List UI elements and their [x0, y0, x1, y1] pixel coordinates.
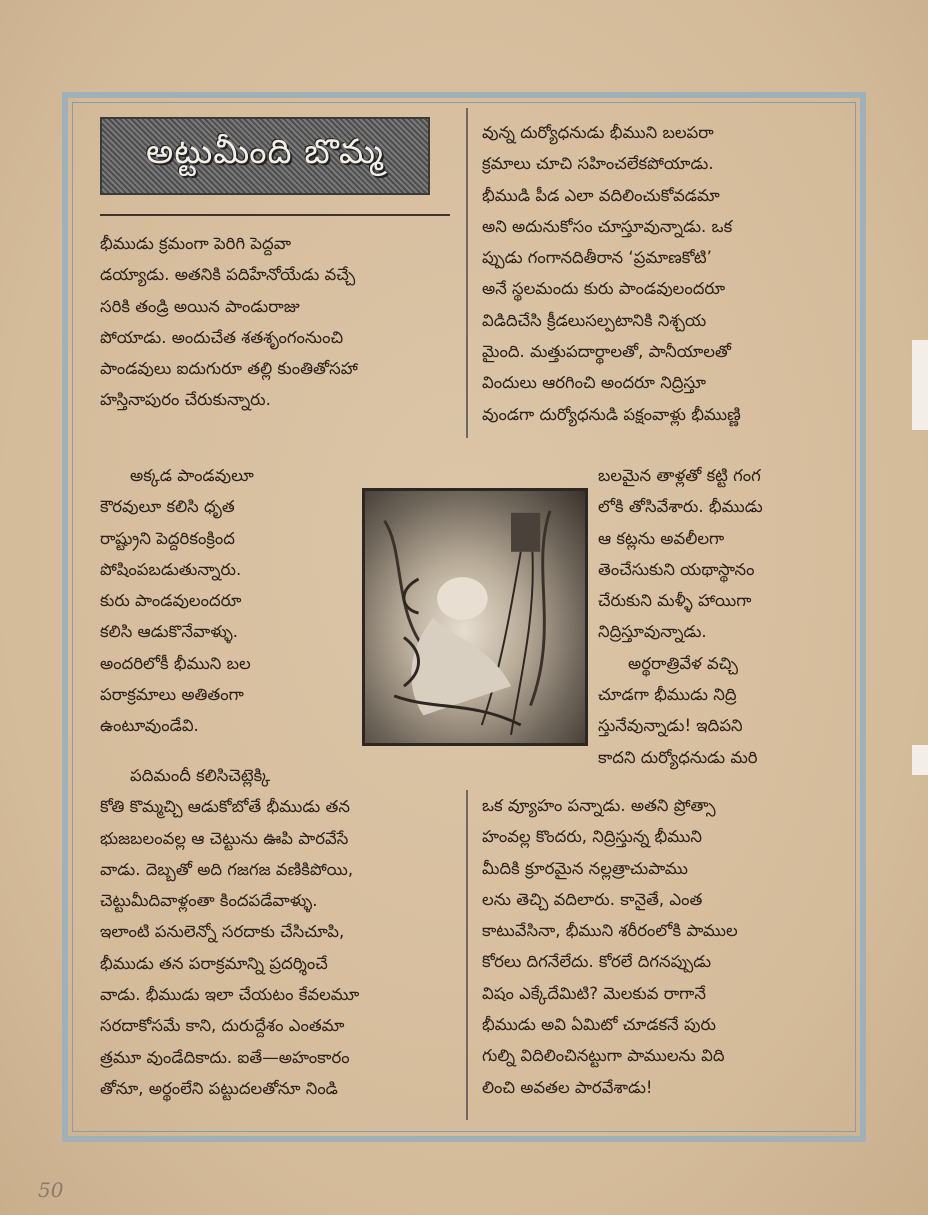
page-number: 50	[38, 1178, 64, 1202]
right-column-bottom	[482, 790, 832, 1103]
illustration-sleeping-bhima	[362, 488, 588, 746]
text-line: వుండగా దుర్యోధనుడి పక్షంవాళ్లు భీముణ్ణి	[482, 404, 741, 424]
article-title: అట్టుమీంది బొమ్మ	[146, 132, 384, 172]
text-line: ప్పుడు గంగానదితీరాన ‘ప్రమాణకోటి’	[482, 248, 712, 268]
page-edge-mark	[912, 340, 928, 430]
text-line: అక్కడ పాండవులూ	[130, 466, 254, 485]
text-line: కోరలు దిగనేలేదు. కోరలే దిగనప్పుడు	[482, 952, 712, 972]
text-line: అందరిలోకీ భీముని బల	[100, 653, 251, 673]
left-column-bottom	[100, 760, 450, 1104]
text-line: మీదికి క్రూరమైన నల్లత్రాచుపాము	[482, 858, 688, 878]
column-divider	[466, 790, 468, 1120]
text-line: భీముడి పీడ ఎలా వదిలించుకోవడమా	[482, 185, 720, 205]
text-line: తెంచేసుకుని యథాస్థానం	[598, 559, 755, 579]
text-line: అర్థరాత్రివేళ వచ్చి	[628, 653, 738, 673]
text-line: లించి అవతల పారవేశాడు!	[482, 1077, 653, 1097]
text-line: భుజబలంవల్ల ఆ చెట్టును ఊపి పారవేసే	[100, 828, 349, 848]
text-line: కలిసి ఆడుకొనేవాళ్ళు.	[100, 622, 239, 642]
text-line: వున్న దుర్యోధనుడు భీముని బలపరా	[482, 123, 714, 142]
text-line: సరికి తండ్రి అయిన పాండురాజు	[100, 296, 300, 316]
text-line: హంవల్ల కొందరు, నిద్రిస్తున్న భీముని	[482, 827, 703, 847]
text-line: భీముడు క్రమంగా పెరిగి పెద్దవా	[100, 234, 291, 253]
text-line: కాదని దుర్యోధనుడు మరి	[598, 747, 758, 767]
text-line: మైంది. మత్తుపదార్థాలతో, పానీయాలతో	[482, 342, 732, 362]
text-line: పోయాడు. అందుచేత శతశృంగంనుంచి	[100, 327, 344, 347]
text-line: పాండవులు ఐదుగురూ తల్లి కుంతితోసహా	[100, 359, 358, 379]
column-divider	[466, 108, 468, 438]
text-line: కోతి కొమ్మచ్చి ఆడుకోబోతే భీముడు తన	[100, 797, 350, 817]
right-column-wrap	[598, 460, 832, 773]
text-line: లను తెచ్చి వదిలారు. కానైతే, ఎంత	[482, 889, 703, 909]
text-line: ఉంటూవుండేవి.	[100, 716, 199, 736]
text-line: బలమైన తాళ్లతో కట్టి గంగ	[598, 466, 761, 485]
right-column-top	[482, 117, 832, 430]
text-line: భీముడు తన పరాక్రమాన్ని ప్రదర్శించే	[100, 953, 328, 973]
text-line: ఆ కట్లను అవలీలగా	[598, 528, 725, 548]
text-line: భీముడు అవి ఏమిటో చూడకనే పురు	[482, 1015, 716, 1035]
text-line: గుల్ని విదిలించినట్టుగా పాములను విది	[482, 1046, 725, 1066]
text-line: చూడగా భీముడు నిద్రి	[598, 685, 737, 705]
text-line: పదిమందీ కలిసిచెట్లెక్కి	[130, 766, 271, 785]
text-line: వాడు. దెబ్బతో అది గజగజ వణికిపోయి,	[100, 859, 354, 879]
title-underline	[100, 214, 450, 216]
text-line: కౌరవులూ కలిసి ధృత	[100, 497, 235, 517]
text-line: చేరుకుని మళ్ళీ హాయిగా	[598, 591, 752, 611]
text-line: హస్తినాపురం చేరుకున్నారు.	[100, 390, 271, 410]
text-line: త్రమూ వుండేదికాదు. ఐతే—అహంకారం	[100, 1047, 350, 1067]
text-line: పోషింపబడుతున్నారు.	[100, 559, 242, 579]
text-line: విందులు ఆరగించి అందరూ నిద్రిస్తూ	[482, 373, 707, 393]
text-line: క్రమాలు చూచి సహించలేకపోయాడు.	[482, 154, 714, 174]
text-line: తోనూ, అర్థంలేని పట్టుదలతోనూ నిండి	[100, 1078, 338, 1098]
text-line: పరాక్రమాలు అతితంగా	[100, 685, 244, 705]
text-line: నిద్రిస్తూవున్నాడు.	[598, 622, 707, 642]
title-banner	[100, 117, 430, 195]
text-line: అనే స్థలమందు కురు పాండవులందరూ	[482, 279, 726, 299]
left-column-wrap	[100, 460, 350, 742]
text-line: చెట్టుమీదివాళ్లంతా కిందపడేవాళ్ళు.	[100, 891, 318, 911]
page-edge-mark	[912, 745, 928, 775]
left-column-top	[100, 228, 450, 416]
text-line: విషం ఎక్కేదేమిటి? మెలకువ రాగానే	[482, 983, 706, 1003]
text-line: సరదాకోసమే కాని, దురుద్దేశం ఎంతమా	[100, 1016, 345, 1036]
text-line: కాటువేసినా, భీముని శరీరంలోకి పాముల	[482, 921, 738, 941]
text-line: డయ్యాడు. అతనికి పదిహేనోయేడు వచ్చే	[100, 265, 356, 285]
text-line: అని అదునుకోసం చూస్తూవున్నాడు. ఒక	[482, 216, 733, 236]
text-line: రాష్ట్రుని పెద్దరికంక్రింద	[100, 528, 235, 548]
text-line: ఇలాంటి పనులెన్నో సరదాకు చేసిచూపి,	[100, 922, 345, 942]
text-line: లోకి తోసివేశారు. భీముడు	[598, 497, 763, 517]
text-line: కురు పాండవులందరూ	[100, 591, 242, 611]
text-line: ఒక వ్యూహం పన్నాడు. అతని ప్రోత్సా	[482, 796, 716, 815]
text-line: వాడు. భీముడు ఇలా చేయటం కేవలమూ	[100, 985, 360, 1005]
text-line: స్తునేవున్నాడు! ఇదిపని	[598, 716, 743, 736]
text-line: విడిదిచేసి క్రీడలుసల్పటానికి నిశ్చయ	[482, 310, 707, 330]
